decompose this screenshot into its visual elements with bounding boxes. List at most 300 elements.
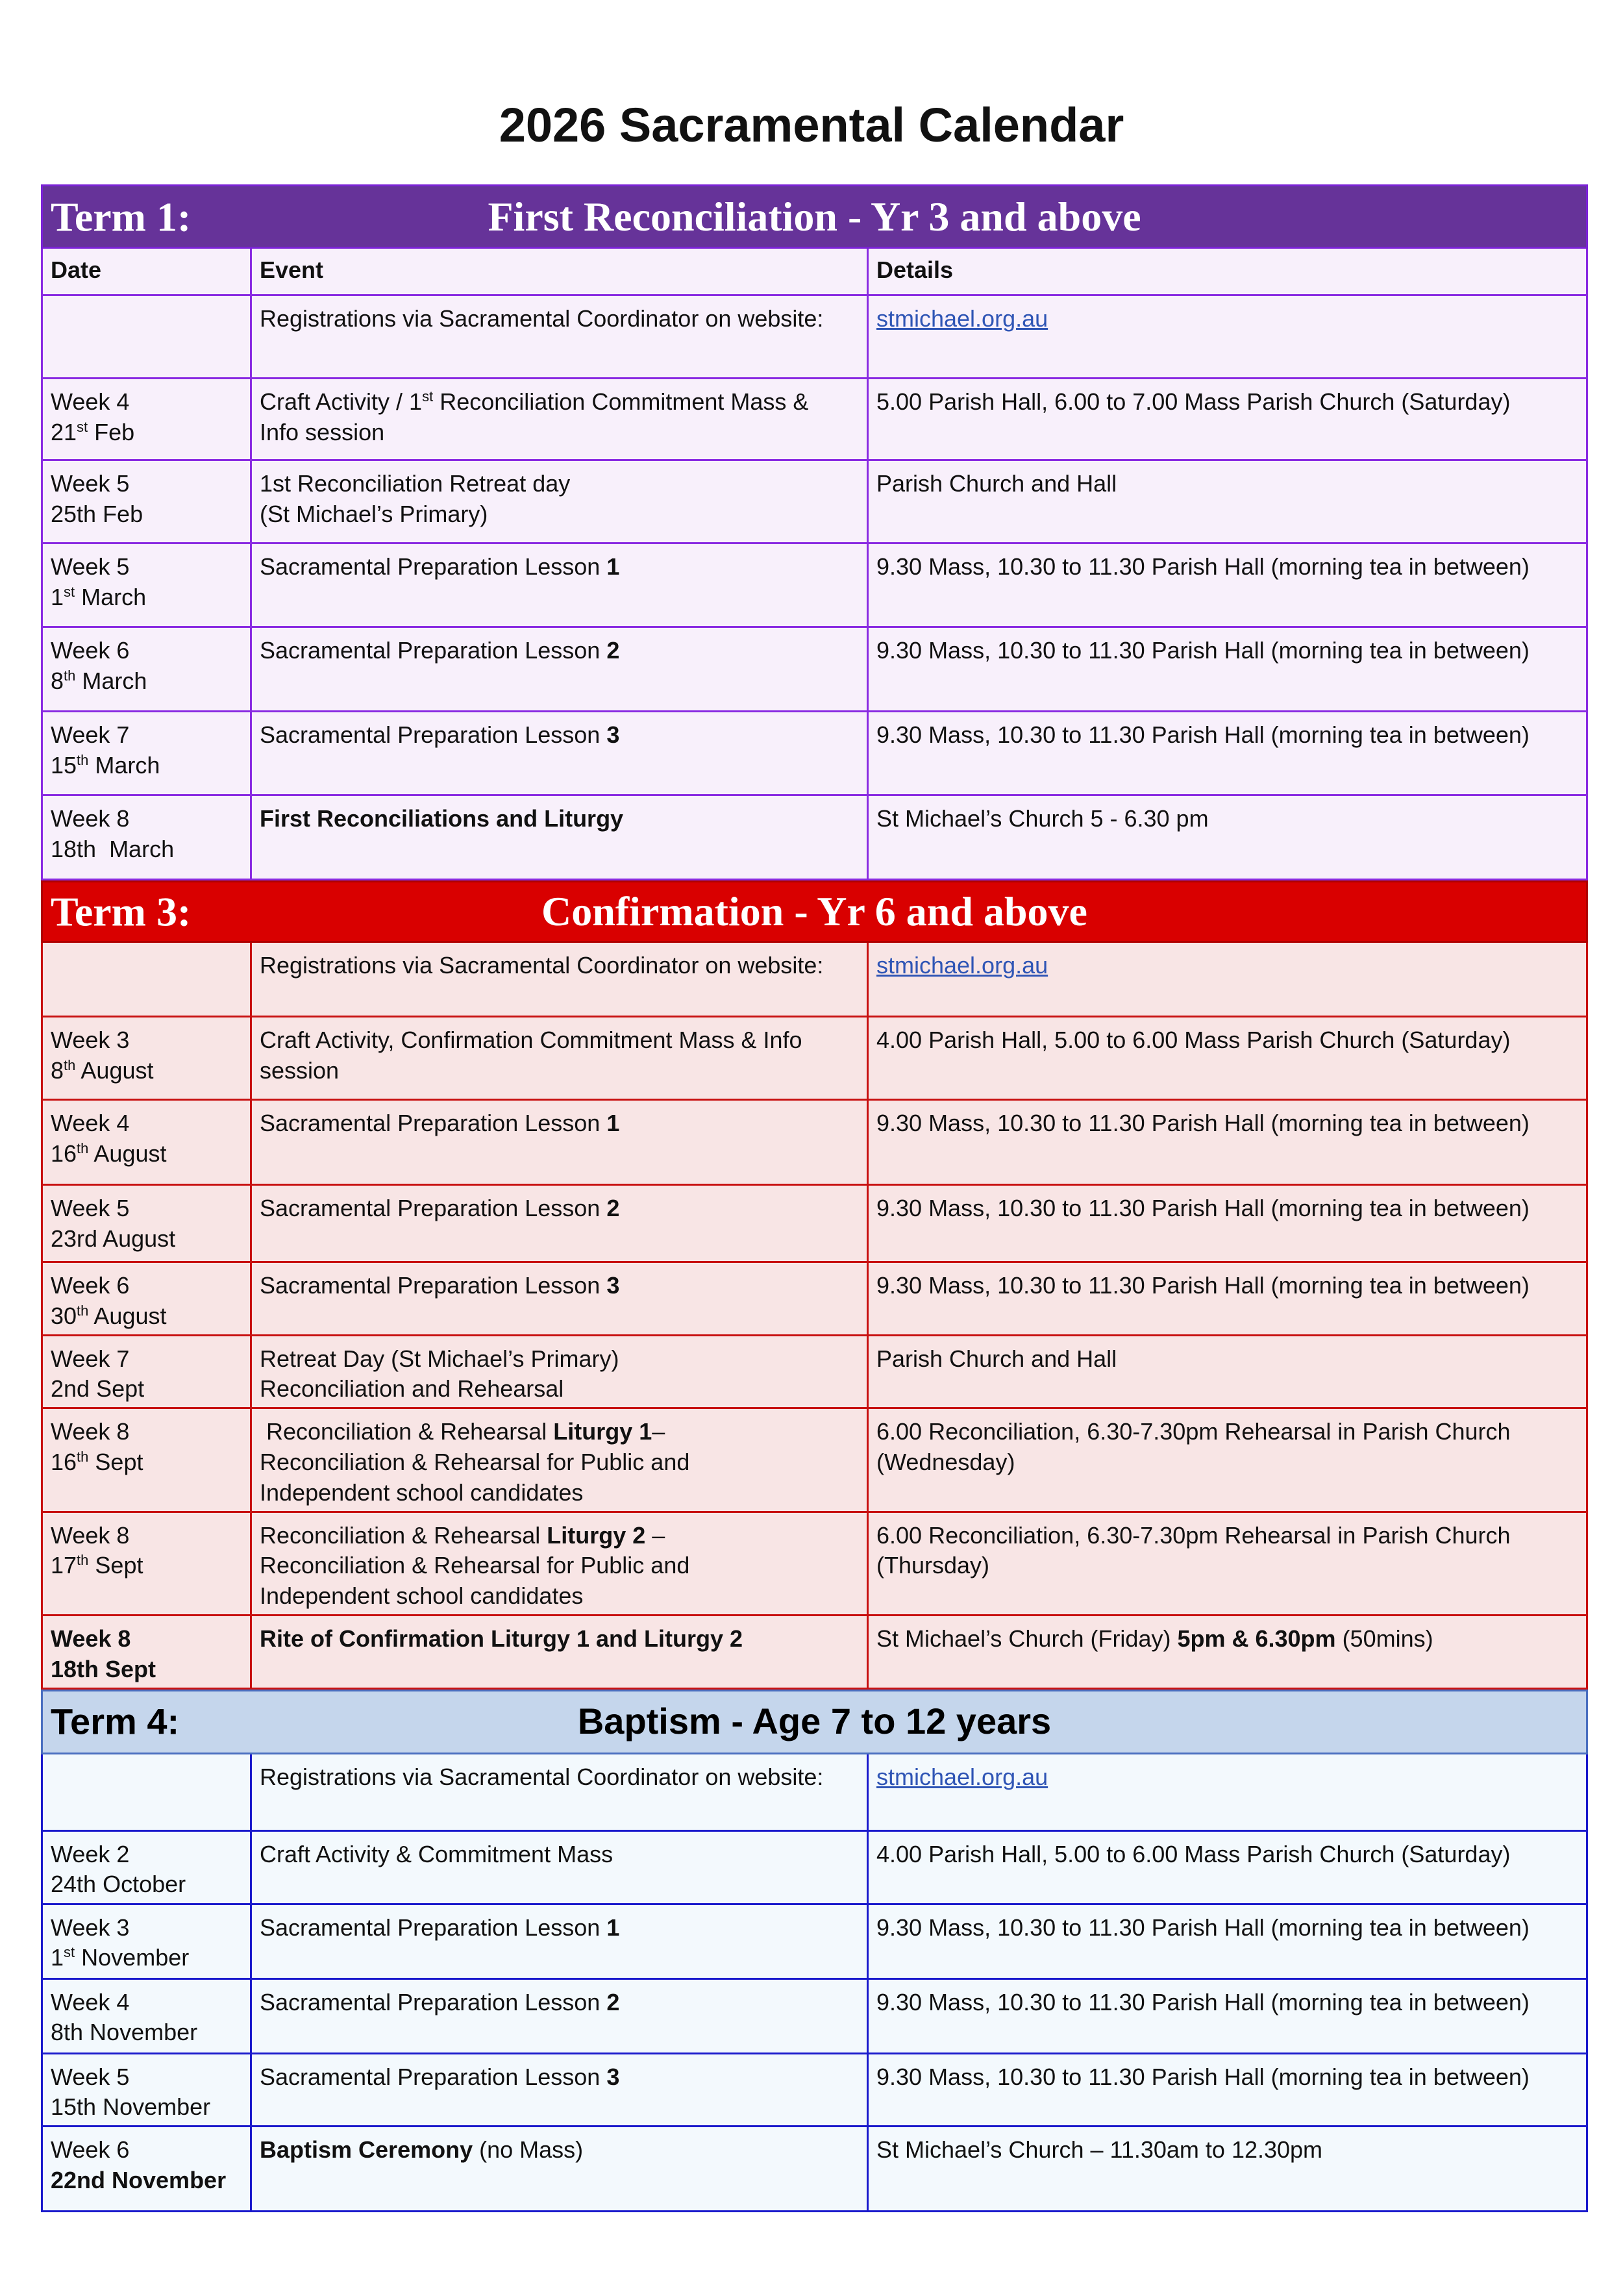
cell-line <box>260 1581 859 1612</box>
text: 9.30 Mass, 10.30 to 11.30 Parish Hall (morning tea in between) <box>876 637 1530 664</box>
date-cell <box>42 627 251 712</box>
cell-line <box>51 1108 242 1139</box>
cell-line <box>51 1417 242 1447</box>
term-heading: Confirmation - Yr 6 and above <box>541 888 1087 935</box>
ordinal-suffix: st <box>64 583 75 600</box>
details-cell <box>868 295 1587 379</box>
details-cell <box>868 1017 1587 1100</box>
cell-line <box>876 1762 1578 1793</box>
details-cell <box>868 379 1587 460</box>
cell-line <box>51 2165 242 2196</box>
calendar-tables <box>41 184 1586 2212</box>
text: (Thursday) <box>876 1552 990 1579</box>
cell-line <box>51 1193 242 1224</box>
event-cell <box>251 295 868 379</box>
bold-text: 2 <box>606 1195 620 1221</box>
details-cell <box>868 1408 1587 1512</box>
date-cell <box>42 1017 251 1100</box>
bold-text: First Reconciliations and Liturgy <box>260 805 624 832</box>
cell-line <box>876 1551 1578 1581</box>
cell-line <box>51 636 242 666</box>
cell-line <box>51 2092 242 2123</box>
table-row <box>42 460 1587 543</box>
cell-line <box>51 1913 242 1943</box>
cell-line <box>876 1271 1578 1301</box>
text: Week 7 <box>51 721 130 748</box>
details-cell <box>868 1335 1587 1408</box>
bold-text: 18th Sept <box>51 1655 156 1682</box>
date-cell <box>42 942 251 1017</box>
text: Week 3 <box>51 1914 130 1941</box>
website-link[interactable]: stmichael.org.au <box>876 305 1048 332</box>
event-cell <box>251 795 868 880</box>
text: St Michael’s Church (Friday) <box>876 1625 1178 1652</box>
cell-line <box>51 1056 242 1086</box>
cell-line <box>876 1025 1578 1056</box>
text: August <box>88 1302 167 1329</box>
cell-line <box>260 1840 859 1870</box>
text: March <box>75 583 147 610</box>
bold-text: Liturgy 2 <box>547 1521 646 1549</box>
cell-line <box>876 1447 1578 1478</box>
date-cell <box>42 460 251 543</box>
cell-line <box>260 1108 859 1139</box>
event-cell <box>251 379 868 460</box>
cell-line <box>51 387 242 418</box>
text: Sacramental Preparation Lesson <box>260 721 607 748</box>
term-heading: Baptism - Age 7 to 12 years <box>577 1701 1052 1742</box>
table-row <box>42 543 1587 627</box>
text: Craft Activity, Confirmation Commitment Mass & Info <box>260 1027 802 1053</box>
event-cell <box>251 1830 868 1904</box>
cell-line <box>51 1988 242 2018</box>
date-cell <box>42 295 251 379</box>
cell-line <box>260 1624 859 1654</box>
cell-line <box>260 387 859 418</box>
table-row <box>42 627 1587 712</box>
text: Registrations via Sacramental Coordinator on website: <box>260 1763 824 1790</box>
text: Week 7 <box>51 1345 130 1372</box>
cell-line <box>260 720 859 751</box>
cell-line <box>876 469 1578 499</box>
column-header-event: Event <box>251 248 868 295</box>
cell-line <box>260 951 859 981</box>
text: 18th March <box>51 835 175 862</box>
cell-line <box>260 2062 859 2093</box>
text: Week 4 <box>51 1988 130 2015</box>
text: Week 2 <box>51 1840 130 1867</box>
cell-line <box>260 1193 859 1224</box>
details-cell <box>868 1262 1587 1336</box>
website-link[interactable]: stmichael.org.au <box>876 952 1048 979</box>
term-header <box>42 186 1587 248</box>
cell-line <box>876 1840 1578 1870</box>
event-cell <box>251 942 868 1017</box>
cell-line <box>260 1025 859 1056</box>
cell-line <box>876 1624 1578 1654</box>
bold-text: Liturgy 1 <box>553 1418 652 1445</box>
text: 5.00 Parish Hall, 6.00 to 7.00 Mass Parish Church (Saturday) <box>876 388 1511 415</box>
text: Week 4 <box>51 388 130 415</box>
table-row <box>42 1512 1587 1615</box>
date-cell <box>42 379 251 460</box>
text: Independent school candidates <box>260 1582 584 1610</box>
cell-line <box>876 304 1578 334</box>
text: 9.30 Mass, 10.30 to 11.30 Parish Hall (morning tea in between) <box>876 1988 1530 2015</box>
date-cell <box>42 1100 251 1185</box>
cell-line <box>51 1344 242 1375</box>
column-header-date: Date <box>42 248 251 295</box>
bold-text: 1 <box>606 1914 620 1941</box>
event-cell <box>251 1017 868 1100</box>
cell-line <box>51 1869 242 1900</box>
text: Craft Activity / 1 <box>260 388 423 415</box>
text: 9.30 Mass, 10.30 to 11.30 Parish Hall (morning tea in between) <box>876 1110 1530 1136</box>
text: 16 <box>51 1140 77 1167</box>
table-row <box>42 2127 1587 2212</box>
details-cell <box>868 1904 1587 1978</box>
text: Week 5 <box>51 1195 130 1221</box>
text: 8 <box>51 667 64 694</box>
table-row <box>42 295 1587 379</box>
cell-line <box>51 1271 242 1301</box>
table-row <box>42 1262 1587 1336</box>
cell-line <box>260 418 859 448</box>
event-cell <box>251 1185 868 1262</box>
text: (50mins) <box>1335 1625 1433 1652</box>
text: Parish Church and Hall <box>876 470 1117 497</box>
cell-line <box>51 1551 242 1581</box>
cell-line <box>260 804 859 834</box>
cell-line <box>51 552 242 582</box>
cell-line <box>876 1193 1578 1224</box>
event-cell <box>251 1904 868 1978</box>
cell-line <box>876 1913 1578 1943</box>
text: March <box>75 667 147 694</box>
text: 4.00 Parish Hall, 5.00 to 6.00 Mass Parish Church (Saturday) <box>876 1840 1511 1867</box>
table-row <box>42 1017 1587 1100</box>
table-row <box>42 1185 1587 1262</box>
cell-line <box>260 1344 859 1375</box>
text: Week 8 <box>51 1418 130 1445</box>
details-cell <box>868 1753 1587 1830</box>
event-cell <box>251 1100 868 1185</box>
term-label: Term 4: <box>51 1701 180 1742</box>
text: Sept <box>88 1448 143 1475</box>
term-label: Term 1: <box>51 193 192 240</box>
cell-line <box>51 666 242 697</box>
cell-line <box>876 1344 1578 1375</box>
cell-line <box>876 636 1578 666</box>
event-cell <box>251 712 868 795</box>
details-cell <box>868 1978 1587 2053</box>
bold-text: 1 <box>606 553 620 580</box>
details-cell <box>868 627 1587 712</box>
details-cell <box>868 1100 1587 1185</box>
cell-line <box>51 1025 242 1056</box>
text: Craft Activity & Commitment Mass <box>260 1840 613 1867</box>
column-header-row <box>42 248 1587 295</box>
cell-line <box>260 304 859 334</box>
cell-line <box>51 582 242 613</box>
ordinal-suffix: th <box>64 1056 76 1073</box>
table-row <box>42 2053 1587 2127</box>
table-row <box>42 1830 1587 1904</box>
text: Reconciliation Commitment Mass & <box>433 388 809 415</box>
event-cell <box>251 1615 868 1688</box>
text: 15th November <box>51 2093 211 2121</box>
table-row <box>42 1335 1587 1408</box>
text: Sacramental Preparation Lesson <box>260 2063 607 2090</box>
text: 2nd Sept <box>51 1375 145 1403</box>
text: Retreat Day (St Michael’s Primary) <box>260 1345 619 1372</box>
table-row <box>42 712 1587 795</box>
bold-text: 5pm & 6.30pm <box>1177 1625 1336 1652</box>
text: 9.30 Mass, 10.30 to 11.30 Parish Hall (morning tea in between) <box>876 2063 1530 2090</box>
event-cell <box>251 2127 868 2212</box>
event-cell <box>251 543 868 627</box>
cell-line <box>876 1417 1578 1447</box>
date-cell <box>42 1978 251 2053</box>
table-row <box>42 942 1587 1017</box>
cell-line <box>51 2017 242 2048</box>
text: St Michael’s Church 5 - 6.30 pm <box>876 805 1209 832</box>
ordinal-suffix: th <box>77 1552 89 1569</box>
date-cell <box>42 1185 251 1262</box>
text: 30 <box>51 1302 77 1329</box>
text: 16 <box>51 1448 77 1475</box>
text: Week 3 <box>51 1027 130 1053</box>
text: 6.00 Reconciliation, 6.30-7.30pm Rehearsal in Parish Church <box>876 1521 1511 1549</box>
event-cell <box>251 460 868 543</box>
cell-line <box>51 1624 242 1654</box>
text: August <box>88 1140 167 1167</box>
cell-line <box>260 499 859 530</box>
text: Week 5 <box>51 470 130 497</box>
cell-line <box>876 387 1578 418</box>
date-cell <box>42 1408 251 1512</box>
cell-line <box>260 2135 859 2165</box>
text: 1 <box>51 1944 64 1971</box>
cell-line <box>51 1654 242 1685</box>
website-link[interactable]: stmichael.org.au <box>876 1763 1048 1790</box>
text: Week 6 <box>51 2136 130 2164</box>
details-cell <box>868 795 1587 880</box>
cell-line <box>51 469 242 499</box>
details-cell <box>868 712 1587 795</box>
date-cell <box>42 1830 251 1904</box>
text: 9.30 Mass, 10.30 to 11.30 Parish Hall (morning tea in between) <box>876 1195 1530 1221</box>
date-cell <box>42 1753 251 1830</box>
cell-line <box>260 1417 859 1447</box>
cell-line <box>51 1224 242 1254</box>
date-cell <box>42 1512 251 1615</box>
cell-line <box>876 951 1578 981</box>
bold-text: 2 <box>606 1988 620 2015</box>
event-cell <box>251 1753 868 1830</box>
details-cell <box>868 1830 1587 1904</box>
text: 9.30 Mass, 10.30 to 11.30 Parish Hall (morning tea in between) <box>876 553 1530 580</box>
text: Reconciliation & Rehearsal for Public and <box>260 1448 690 1475</box>
details-cell <box>868 543 1587 627</box>
table-row <box>42 1100 1587 1185</box>
cell-line <box>876 552 1578 582</box>
cell-line <box>51 1447 242 1478</box>
text: Sacramental Preparation Lesson <box>260 1914 607 1941</box>
event-cell <box>251 1512 868 1615</box>
page-title: 2026 Sacramental Calendar <box>499 98 1124 152</box>
cell-line <box>51 2062 242 2093</box>
text: Sacramental Preparation Lesson <box>260 1195 607 1221</box>
text: Week 6 <box>51 1272 130 1299</box>
cell-line <box>51 1521 242 1551</box>
cell-line <box>876 1521 1578 1551</box>
text: 15 <box>51 751 77 779</box>
text: November <box>75 1944 190 1971</box>
table-row <box>42 1753 1587 1830</box>
text: Feb <box>88 418 135 445</box>
details-cell <box>868 942 1587 1017</box>
table-row <box>42 1978 1587 2053</box>
details-cell <box>868 1615 1587 1688</box>
date-cell <box>42 2053 251 2127</box>
text: – <box>645 1521 665 1549</box>
bold-text: Week 8 <box>51 1625 131 1652</box>
cell-line <box>51 720 242 751</box>
ordinal-suffix: th <box>77 1140 89 1156</box>
text: March <box>88 751 160 779</box>
text: 9.30 Mass, 10.30 to 11.30 Parish Hall (morning tea in between) <box>876 1272 1530 1299</box>
cell-line <box>51 1374 242 1404</box>
date-cell <box>42 1262 251 1336</box>
table-row <box>42 1408 1587 1512</box>
text: Sacramental Preparation Lesson <box>260 553 607 580</box>
details-cell <box>868 1185 1587 1262</box>
text: Parish Church and Hall <box>876 1345 1117 1372</box>
cell-line <box>51 834 242 865</box>
details-cell <box>868 1512 1587 1615</box>
term-header <box>42 882 1587 942</box>
cell-line <box>51 418 242 448</box>
cell-line <box>51 1840 242 1870</box>
date-cell <box>42 795 251 880</box>
term-header <box>42 1690 1587 1753</box>
event-cell <box>251 627 868 712</box>
text: 4.00 Parish Hall, 5.00 to 6.00 Mass Parish Church (Saturday) <box>876 1027 1511 1053</box>
cell-line <box>876 1988 1578 2018</box>
cell-line <box>260 1056 859 1086</box>
text: 23rd August <box>51 1225 176 1252</box>
bold-text: Rite of Confirmation Liturgy 1 and Liturgy 2 <box>260 1625 743 1652</box>
cell-line <box>260 1374 859 1404</box>
cell-line <box>51 499 242 530</box>
text: Week 6 <box>51 637 130 664</box>
ordinal-suffix: th <box>77 1448 89 1465</box>
cell-line <box>876 1108 1578 1139</box>
bold-text: 3 <box>606 1272 620 1299</box>
details-cell <box>868 2053 1587 2127</box>
date-cell <box>42 1904 251 1978</box>
text: 24th October <box>51 1871 186 1898</box>
date-cell <box>42 2127 251 2212</box>
ordinal-suffix: st <box>422 388 434 405</box>
term-table <box>41 880 1588 1690</box>
bold-text: 22nd November <box>51 2166 227 2193</box>
cell-line <box>51 751 242 781</box>
bold-text: Baptism Ceremony <box>260 2136 473 2164</box>
cell-line <box>876 720 1578 751</box>
ordinal-suffix: th <box>64 667 76 684</box>
cell-line <box>260 1913 859 1943</box>
text: August <box>75 1056 154 1084</box>
text: Reconciliation & Rehearsal <box>260 1418 554 1445</box>
details-cell <box>868 2127 1587 2212</box>
ordinal-suffix: th <box>77 751 89 768</box>
cell-line <box>260 1551 859 1581</box>
cell-line <box>260 1271 859 1301</box>
bold-text: 3 <box>606 2063 620 2090</box>
cell-line <box>260 1447 859 1478</box>
text: Reconciliation & Rehearsal <box>260 1521 547 1549</box>
text: 8th November <box>51 2019 198 2046</box>
text: Sacramental Preparation Lesson <box>260 1988 607 2015</box>
table-row <box>42 379 1587 460</box>
text: Week 8 <box>51 1521 130 1549</box>
text: 1 <box>51 583 64 610</box>
cell-line <box>51 2135 242 2165</box>
bold-text: 2 <box>606 637 620 664</box>
ordinal-suffix: th <box>77 1302 89 1319</box>
text: Registrations via Sacramental Coordinator on website: <box>260 305 824 332</box>
text: 1st Reconciliation Retreat day <box>260 470 571 497</box>
event-cell <box>251 1335 868 1408</box>
text: 8 <box>51 1056 64 1084</box>
term-heading: First Reconciliation - Yr 3 and above <box>488 193 1141 240</box>
text: Week 5 <box>51 2063 130 2090</box>
text: (Wednesday) <box>876 1448 1015 1475</box>
cell-line <box>260 1988 859 2018</box>
event-cell <box>251 1978 868 2053</box>
text: Registrations via Sacramental Coordinator on website: <box>260 952 824 979</box>
text: Week 4 <box>51 1110 130 1136</box>
text: session <box>260 1056 340 1084</box>
text: Week 8 <box>51 805 130 832</box>
date-cell <box>42 712 251 795</box>
cell-line <box>876 804 1578 834</box>
event-cell <box>251 1408 868 1512</box>
text: 25th Feb <box>51 500 143 527</box>
text: 21 <box>51 418 77 445</box>
text: Sacramental Preparation Lesson <box>260 1272 607 1299</box>
date-cell <box>42 1615 251 1688</box>
bold-text: 3 <box>606 721 620 748</box>
text: Info session <box>260 418 385 445</box>
cell-line <box>260 469 859 499</box>
text: Sacramental Preparation Lesson <box>260 637 607 664</box>
text: Sept <box>88 1552 143 1579</box>
column-header-details: Details <box>868 248 1587 295</box>
cell-line <box>260 636 859 666</box>
text: 17 <box>51 1552 77 1579</box>
cell-line <box>51 804 242 834</box>
cell-line <box>260 1762 859 1793</box>
details-cell <box>868 460 1587 543</box>
text: 9.30 Mass, 10.30 to 11.30 Parish Hall (morning tea in between) <box>876 1914 1530 1941</box>
text: Reconciliation & Rehearsal for Public and <box>260 1552 690 1579</box>
table-row <box>42 1904 1587 1978</box>
cell-line <box>260 1521 859 1551</box>
text: Week 5 <box>51 553 130 580</box>
